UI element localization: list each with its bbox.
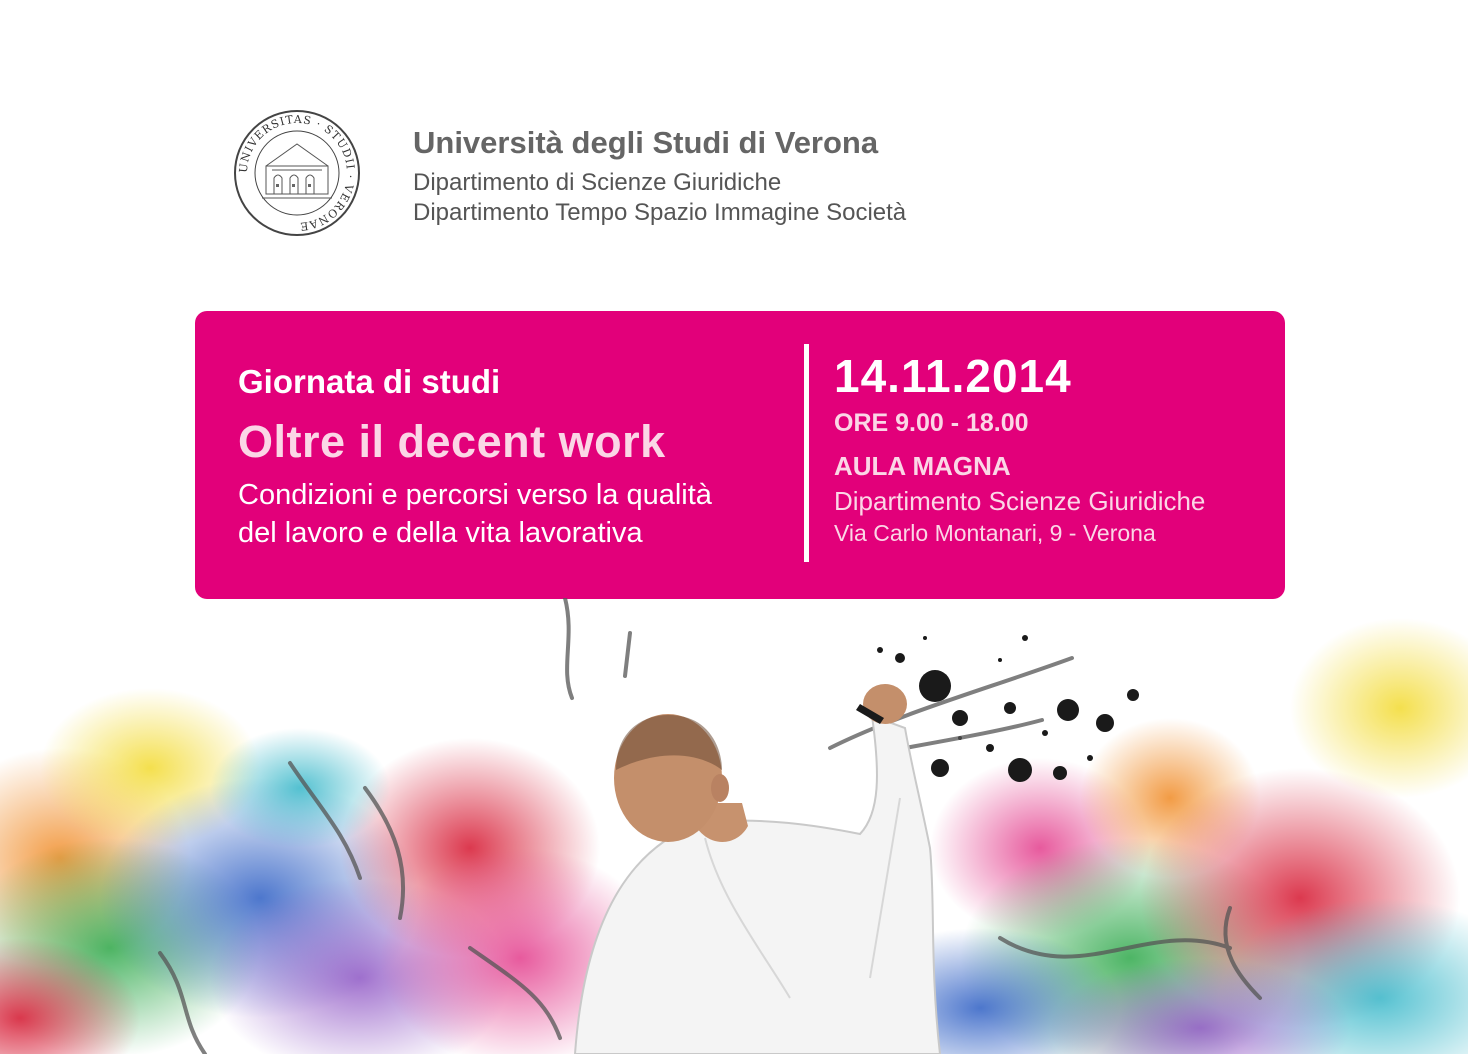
event-time: ORE 9.00 - 18.00 xyxy=(834,409,1029,437)
banner-divider xyxy=(804,344,809,562)
event-date: 14.11.2014 xyxy=(834,350,1072,402)
department-1: Dipartimento di Scienze Giuridiche xyxy=(413,169,782,196)
event-address: Via Carlo Montanari, 9 - Verona xyxy=(834,520,1156,546)
event-kicker: Giornata di studi xyxy=(238,363,501,400)
event-venue: Dipartimento Scienze Giuridiche xyxy=(834,486,1206,516)
event-banner xyxy=(195,311,1285,599)
university-name: Università degli Studi di Verona xyxy=(413,125,879,160)
event-subtitle-line-2: del lavoro e della vita lavorativa xyxy=(238,517,643,549)
painter-figure xyxy=(575,684,940,1054)
university-seal-icon xyxy=(232,108,362,238)
event-subtitle xyxy=(238,476,712,552)
svg-text:UNIVERSITAS · STUDII · VERONAE: UNIVERSITAS · STUDII · VERONAE xyxy=(236,112,358,234)
man-painting-on-splattered-wall-icon xyxy=(0,598,1468,1054)
event-room: AULA MAGNA xyxy=(834,451,1011,481)
event-title: Oltre il decent work xyxy=(238,416,666,467)
department-2: Dipartimento Tempo Spazio Immagine Società xyxy=(413,199,907,226)
page-header xyxy=(232,108,1132,248)
event-subtitle-line-1: Condizioni e percorsi verso la qualità xyxy=(238,479,712,511)
